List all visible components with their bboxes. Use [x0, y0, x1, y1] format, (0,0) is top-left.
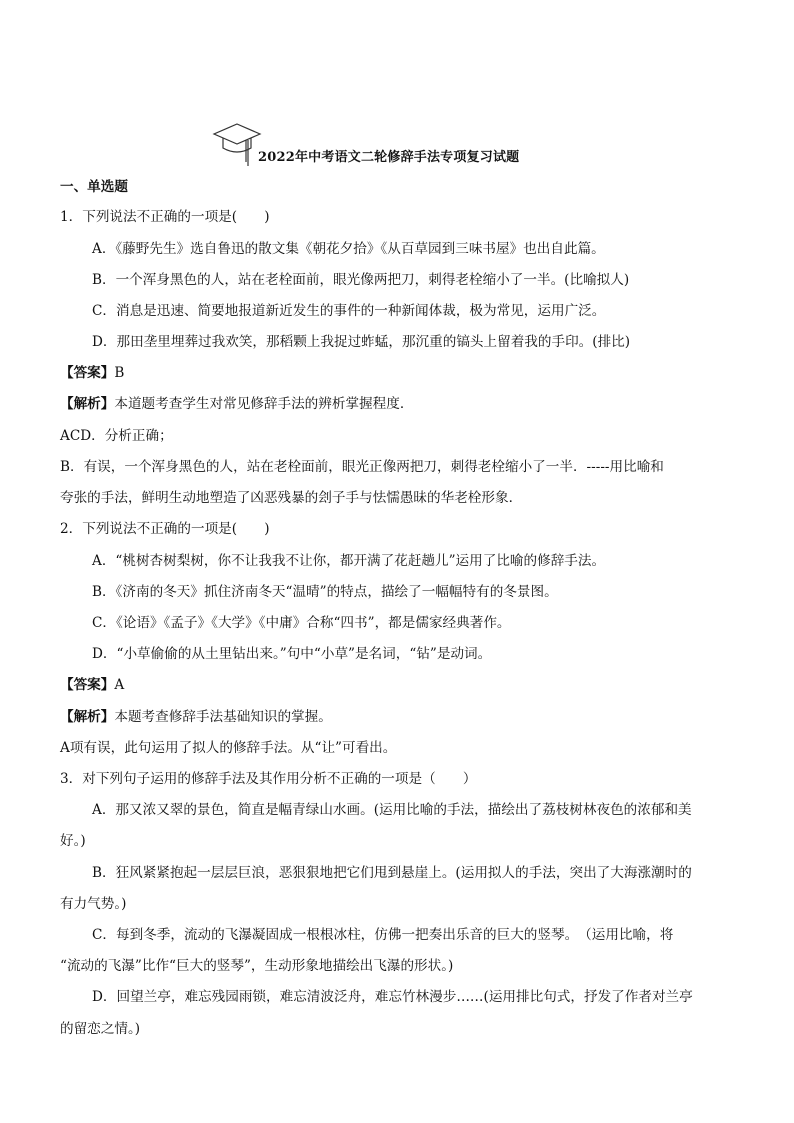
question-3-option-d-cont: 的留恋之情。)	[60, 1021, 141, 1037]
question-1-stem: 1．下列说法不正确的一项是( )	[60, 209, 270, 225]
question-1-analysis-3a: B．有误，一个浑身黑色的人，站在老栓面前，眼光正像两把刀，刺得老栓缩小了一半．-----用比喻和	[60, 459, 664, 475]
question-2-option-b: B．《济南的冬天》抓住济南冬天“温晴”的特点，描绘了一幅幅特有的冬景图。	[92, 584, 558, 600]
question-1-option-a: A．《藤野先生》选自鲁迅的散文集《朝花夕拾》《从百草园到三味书屋》也出自此篇。	[92, 241, 605, 257]
question-3-stem: 3．对下列句子运用的修辞手法及其作用分析不正确的一项是（ ）	[60, 771, 477, 787]
question-2-option-c: C．《论语》《孟子》《大学》《中庸》合称“四书”，都是儒家经典著作。	[92, 615, 511, 631]
question-3-option-a-cont: 好。)	[60, 833, 86, 849]
graduation-cap-icon	[212, 120, 262, 170]
section-heading: 一、单选题	[60, 179, 128, 195]
question-1-option-c: C．消息是迅速、简要地报道新近发生的事件的一种新闻体裁，极为常见，运用广泛。	[92, 303, 606, 319]
question-1-option-b: B．一个浑身黑色的人，站在老栓面前，眼光像两把刀，刺得老栓缩小了一半。(比喻拟人)	[92, 272, 630, 288]
question-3-option-b-cont: 有力气势。)	[60, 896, 127, 912]
answer-label: 【答案】	[60, 677, 115, 693]
analysis-label: 【解析】	[60, 709, 115, 725]
question-2-option-d: D．“小草偷偷的从土里钻出来。”句中“小草”是名词，“钻”是动词。	[92, 646, 492, 662]
analysis-label: 【解析】	[60, 396, 115, 412]
page-title: 2022年中考语文二轮修辞手法专项复习试题	[258, 150, 520, 165]
answer-label: 【答案】	[60, 365, 115, 381]
analysis-text: 本题考查修辞手法基础知识的掌握。	[114, 709, 332, 725]
question-2-analysis-2: A项有误，此句运用了拟人的修辞手法。从“让”可看出。	[60, 740, 397, 756]
answer-value: A	[114, 677, 125, 693]
question-2-answer	[60, 676, 124, 694]
question-3-option-c-cont: “流动的飞瀑”比作“巨大的竖琴”，生动形象地描绘出飞瀑的形状。)	[60, 958, 454, 974]
question-3-option-b: B．狂风紧紧抱起一层层巨浪，恶狠狠地把它们甩到悬崖上。(运用拟人的手法，突出了大海涨潮时的	[92, 865, 692, 881]
question-3-option-c: C．每到冬季，流动的飞瀑凝固成一根根冰柱，仿佛一把奏出乐音的巨大的竖琴。 （运用比喻，将	[92, 927, 674, 943]
question-1-answer	[60, 364, 124, 382]
question-1-analysis	[60, 395, 413, 413]
question-2-option-a: A．“桃树杏树梨树，你不让我我不让你，都开满了花赶趟儿”运用了比喻的修辞手法。	[92, 553, 606, 569]
question-3-option-a: A．那又浓又翠的景色，简直是幅青绿山水画。(运用比喻的手法，描绘出了荔枝树林夜色的浓郁和美	[92, 802, 692, 818]
question-2-stem: 2．下列说法不正确的一项是( )	[60, 521, 270, 537]
question-1-option-d: D．那田垄里埋葬过我欢笑，那稻颗上我捉过蚱蜢，那沉重的镐头上留着我的手印。(排比)	[92, 334, 631, 350]
question-1-analysis-2: ACD．分析正确；	[60, 428, 173, 444]
analysis-text: 本道题考查学生对常见修辞手法的辨析掌握程度．	[114, 396, 414, 412]
answer-value: B	[114, 365, 125, 381]
question-1-analysis-3b: 夸张的手法，鲜明生动地塑造了凶恶残暴的刽子手与怯懦愚昧的华老栓形象．	[60, 490, 523, 506]
question-3-option-d: D．回望兰亭，难忘残园雨锁，难忘清波泛舟，难忘竹林漫步……(运用排比句式，抒发了作者对兰亭	[92, 989, 693, 1005]
question-2-analysis	[60, 708, 332, 726]
